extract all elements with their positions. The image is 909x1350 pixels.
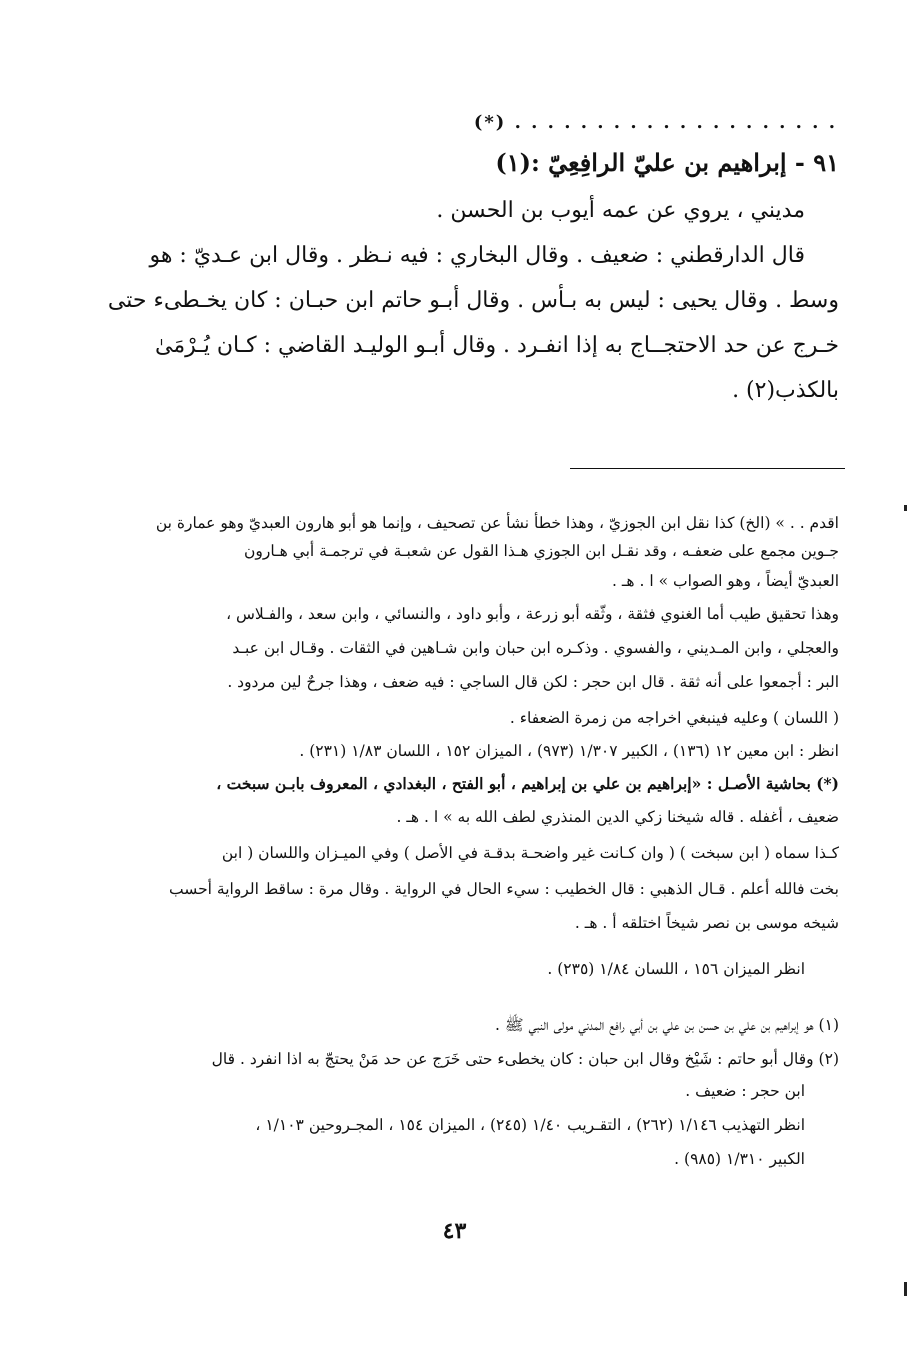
entry-line: قال الدارقطني : ضعيف . وقال البخاري : فيه نـظر . وقال ابن عـديّ : هو (149, 243, 805, 268)
footnote-2-citation: انظر التهذيب ١/١٤٦ (٢٦٢) ، التقـريب ١/٤٠ (٢٤٥) ، الميزان ١٥٤ ، المجـروحين ١/١٠٣ ، (255, 1116, 805, 1134)
annotation-line: ( اللسان ) وعليه فينبغي اخراجه من زمرة الضعفاء . (509, 709, 839, 727)
annotation-marker: (*) . . . . . . . . . . . . . . . . . . . . (473, 112, 837, 133)
entry-line: بالكذب(٢) . (732, 378, 839, 403)
annotation-line: ضعيف ، أغفله . قاله شيخنا زكي الدين المنذري لطف الله به » ا . هـ . (396, 808, 839, 826)
annotation-line-margin: (*) بحاشية الأصـل : «إبراهيم بن علي بن إبراهيم ، أبو الفتح ، البغدادي ، المعروف بابـن سبخت ، (216, 774, 839, 793)
footnote-2: (٢) وقال أبو حاتم : شَيْخ وقال ابن حبان : كان يخطىء حتى خَرَج عن حد مَنْ يحتجّ به اذا انفرد . قال (211, 1050, 839, 1068)
annotation-line: البر : أجمعوا على أنه ثقة . قال ابن حجر : لكن قال الساجي : فيه ضعف ، وهذا جرحٌ لين مردود . (227, 673, 839, 691)
annotation-line: وهذا تحقيق طيب أما الغنوي فثقة ، وثّقه أبو زرعة ، وأبو داود ، والنسائي ، وابن سعد ، والفـلاس ، (226, 605, 839, 623)
entry-line: خـرج عن حد الاحتجــاج به إذا انفـرد . وقال أبـو الوليـد القاضي : كـان يُـرْمَىٰ (155, 333, 839, 358)
annotation-line: بخت فالله أعلم . قـال الذهبي : قال الخطيب : سيء الحال في الرواية . وقال مرة : ساقط الرواية أحسب (169, 880, 839, 898)
entry-line: وسط . وقال يحيى : ليس به بـأس . وقال أبـو حاتم ابن حبـان : كان يخـطىء حتى (107, 288, 839, 313)
entry-line: مديني ، يروي عن عمه أيوب بن الحسن . (436, 198, 805, 223)
entry-title: ٩١ - إبراهيم بن عليّ الرافِعِيّ :(١) (495, 148, 839, 177)
annotation-line: كـذا سماه ( ابن سبخت ) ( وان كـانت غير واضحـة بدقـة في الأصل ) وفي الميـزان واللسان ( ابن (221, 844, 839, 862)
annotation-line: والعجلي ، وابن المـديني ، والفسوي . وذكـره ابن حبان وابن شـاهين في الثقات . وقـال ابن عبـد (232, 639, 839, 657)
page-number: ٤٣ (442, 1218, 467, 1244)
footnote-separator (570, 468, 845, 469)
footnote-1: (١) هو إبراهيم بن علي بن حسن بن علي بن أبي رافع المدني مولى النبي ﷺ . (495, 1016, 839, 1034)
scan-edge-mark (904, 1282, 907, 1296)
annotation-citation: انظر : ابن معين ١٢ (١٣٦) ، الكبير ١/٣٠٧ (٩٧٣) ، الميزان ١٥٢ ، اللسان ١/٨٣ (٢٣١) . (299, 742, 839, 760)
annotation-line: شيخه موسى بن نصر شيخاً اختلقه أ . هـ . (574, 914, 839, 932)
annotation-line: اقدم . . » (الخ) كذا نقل ابن الجوزيّ ، وهذا خطأ نشأ عن تصحيف ، وإنما هو أبو هارون العبديّ وهو عمارة بن (155, 514, 839, 532)
annotation-line: جـوين مجمع على ضعفـه ، وقد نقـل ابن الجوزي هـذا القول عن شعبـة في ترجمـة أبي هـارون (243, 542, 839, 560)
footnote-2-citation: الكبير ١/٣١٠ (٩٨٥) . (674, 1150, 805, 1168)
footnote-2-continued: ابن حجر : ضعيف . (685, 1082, 805, 1100)
annotation-citation: انظر الميزان ١٥٦ ، اللسان ١/٨٤ (٢٣٥) . (547, 960, 805, 978)
annotation-line: العبديّ أيضاً ، وهو الصواب » ا . هـ . (612, 572, 839, 590)
scan-edge-mark (904, 505, 907, 511)
